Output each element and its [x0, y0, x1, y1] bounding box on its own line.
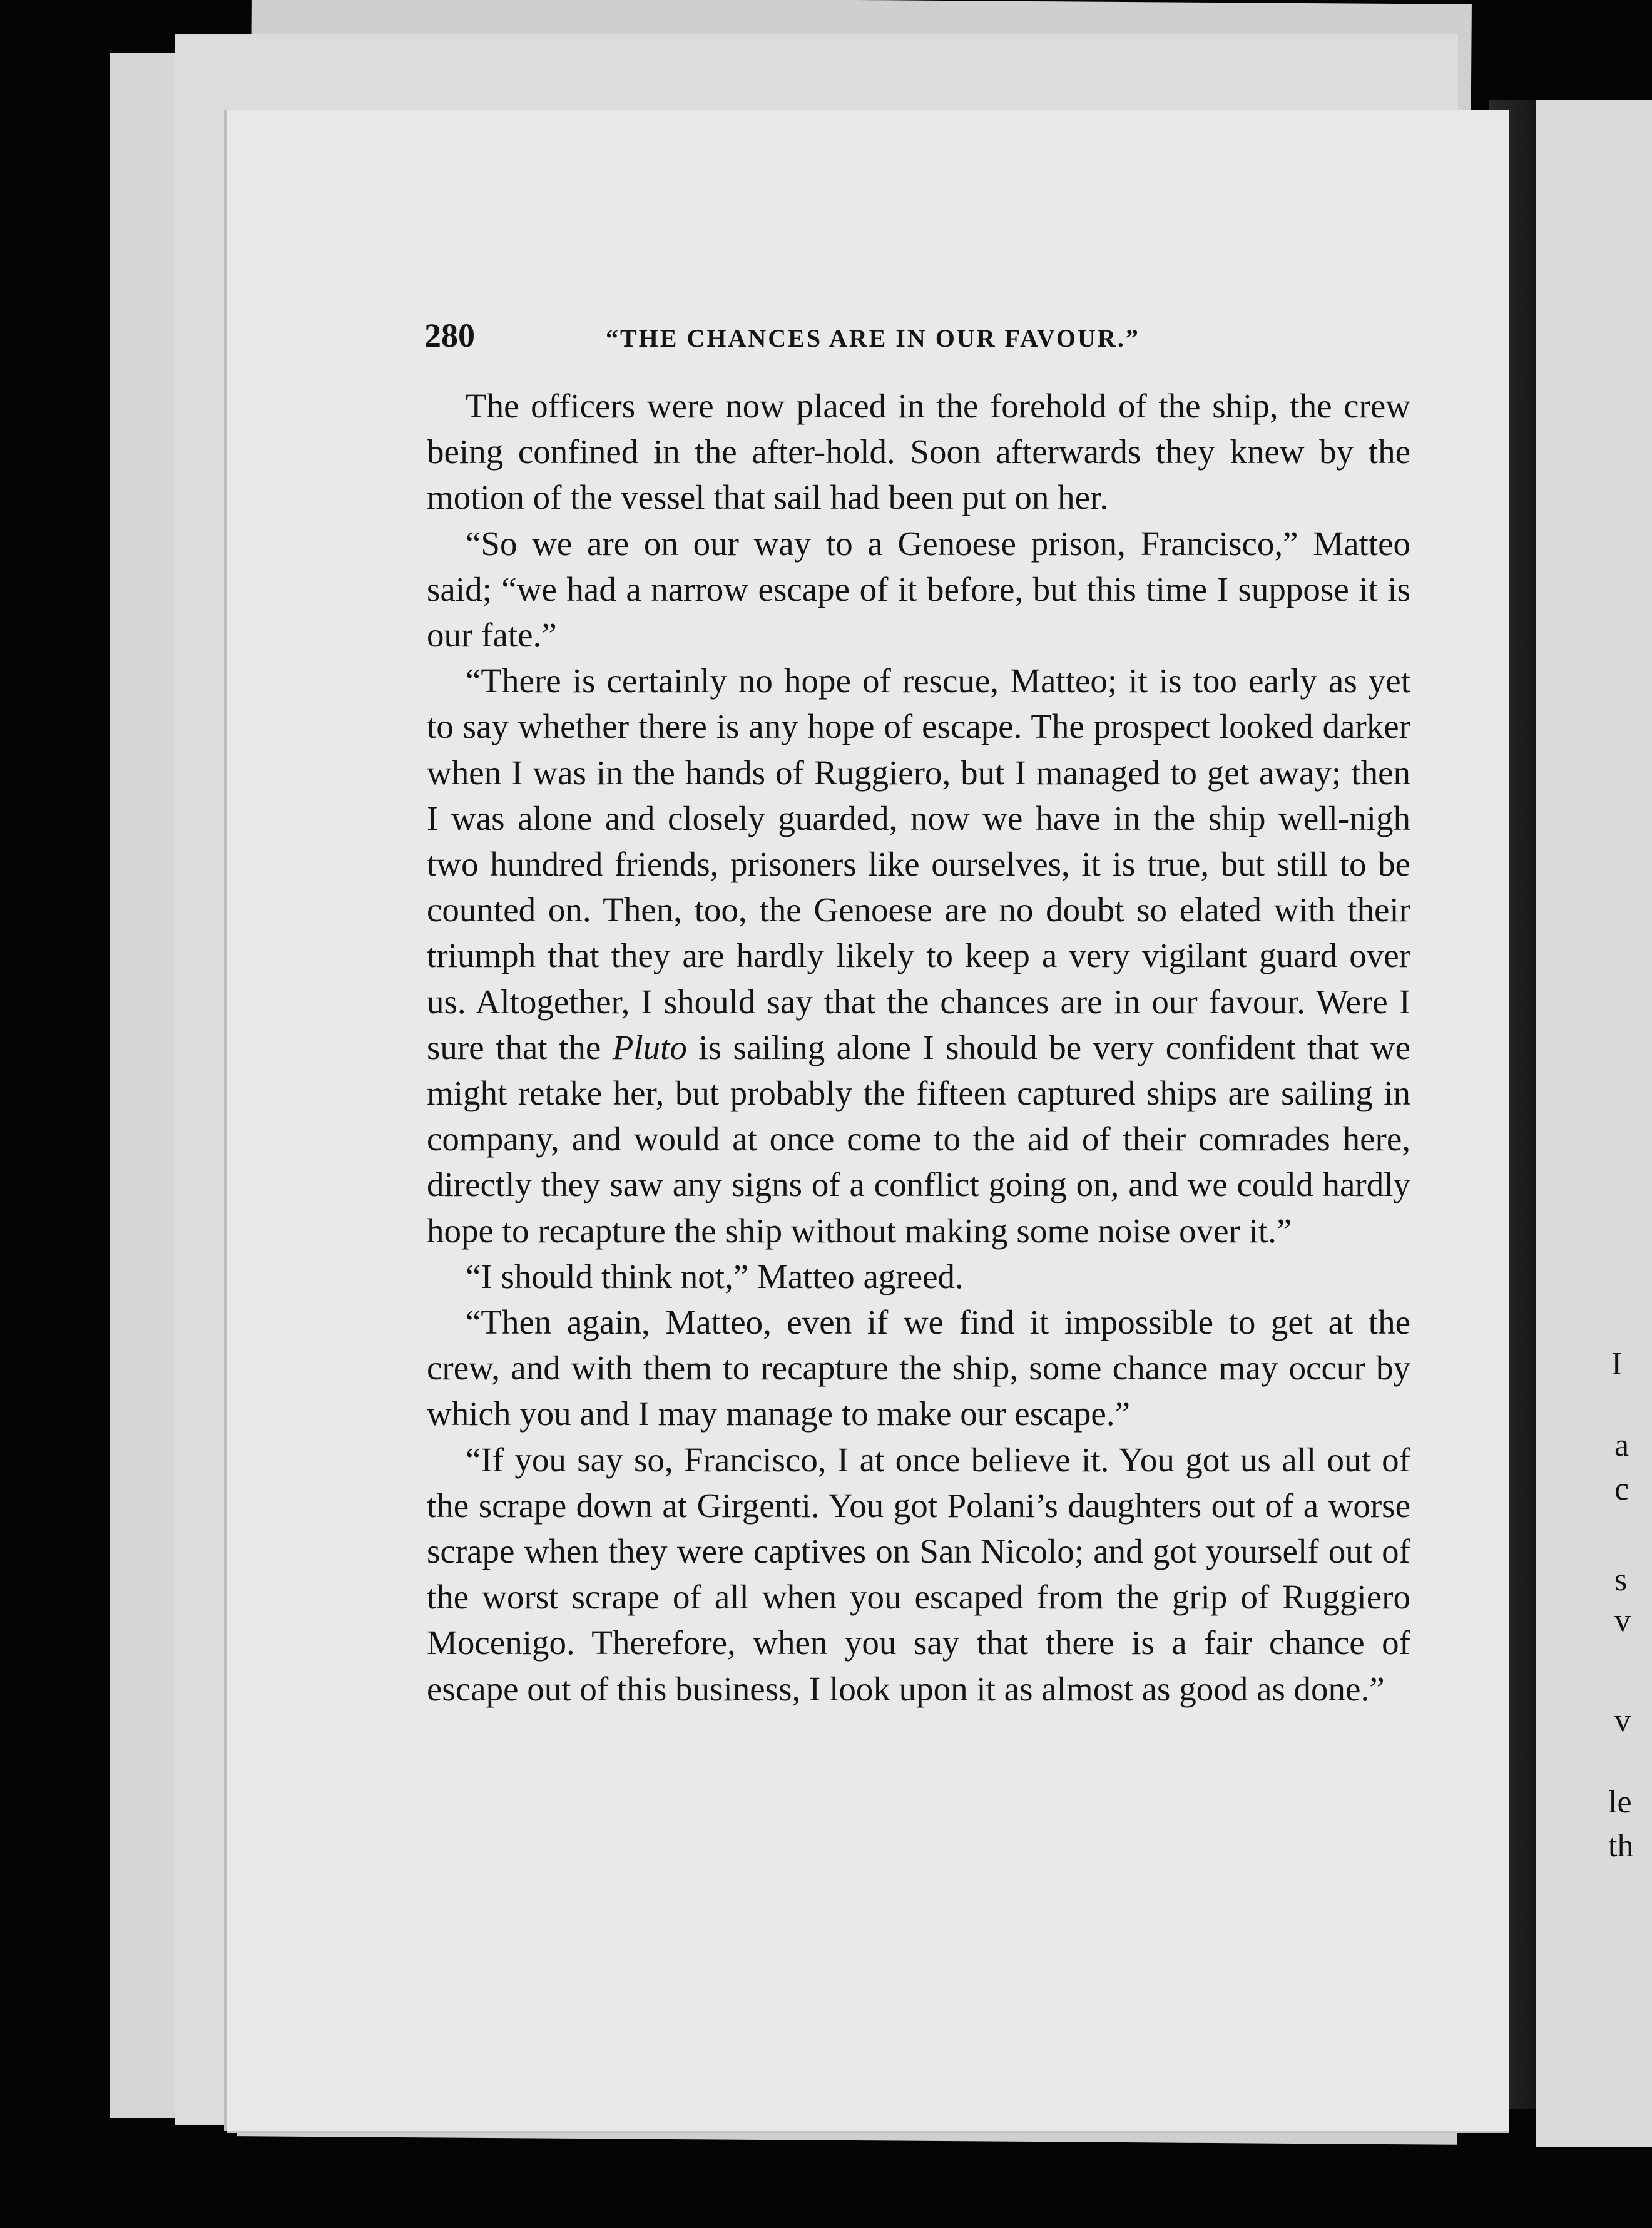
- paragraph: “If you say so, Francisco, I at once believe it. You got us all out of the scrape down at Girgenti. You got Polani’s daughters out of a worse scrape when they were captives on San Nicolo; and got yourself out of the worst scrape of all when you escaped from the grip of Ruggiero Mocenigo. Therefore, when you say that there is a fair chance of escape out of this business, I look upon it as almost as good as done.”: [427, 1440, 1410, 1708]
- paragraph-text: “There is certainly no hope of rescue, Matteo; it is too early as yet to say whether there is any hope of escape. The prospect looked darker when I was in the hands of Ruggiero, but I managed to get away; then I was alone and closely guarded, now we have in the ship well-nigh two hundred friends, prisoners like ourselves, it is true, but still to be counted on. Then, too, the Genoese are no doubt so elated with their triumph that they are hardly likely to keep a very vigilant guard over us. Altogether, I should say that the chances are in our favour. Were I sure that the: [427, 662, 1410, 1066]
- facing-page-letter: I: [1611, 1346, 1623, 1382]
- facing-page-letter: le: [1608, 1784, 1632, 1820]
- facing-page-letter: th: [1608, 1828, 1634, 1864]
- paragraph: The officers were now placed in the forehold of the ship, the crew being confined in the after-hold. Soon afterwards they knew by the motion of the vessel that sail had been put on her.: [427, 387, 1410, 517]
- paragraph: “I should think not,” Matteo agreed.: [466, 1257, 964, 1295]
- facing-page-letter: c: [1614, 1471, 1629, 1507]
- facing-page-letter: s: [1614, 1562, 1628, 1598]
- paragraph: [427, 658, 1410, 1254]
- facing-page-letter: v: [1614, 1603, 1631, 1638]
- paragraph: “So we are on our way to a Genoese prison, Francisco,” Matteo said; “we had a narrow escape of it before, but this time I suppose it is our fate.”: [427, 524, 1410, 655]
- paragraph: “Then again, Matteo, even if we find it impossible to get at the crew, and with them to recapture the ship, some chance may occur by which you and I may manage to make our escape.”: [427, 1303, 1410, 1433]
- facing-page-letter: v: [1614, 1703, 1631, 1739]
- ship-name-italic: Pluto: [612, 1028, 687, 1066]
- paragraph-text: is sailing alone I should be very confident that we might retake her, but probably the fifteen captured ships are sailing in company, and would at once come to the aid of their comrades here, directly they saw any signs of a conflict going on, and we could hardly hope to recapture the ship without making some noise over it.”: [427, 1028, 1411, 1250]
- page-body-text: [427, 383, 1410, 1712]
- page-header: [424, 316, 1425, 360]
- running-title: “THE CHANCES ARE IN OUR FAVOUR.”: [606, 324, 1140, 352]
- facing-page-letter: a: [1614, 1428, 1629, 1463]
- page-number: 280: [424, 317, 475, 354]
- facing-page-edge: [1536, 100, 1652, 2147]
